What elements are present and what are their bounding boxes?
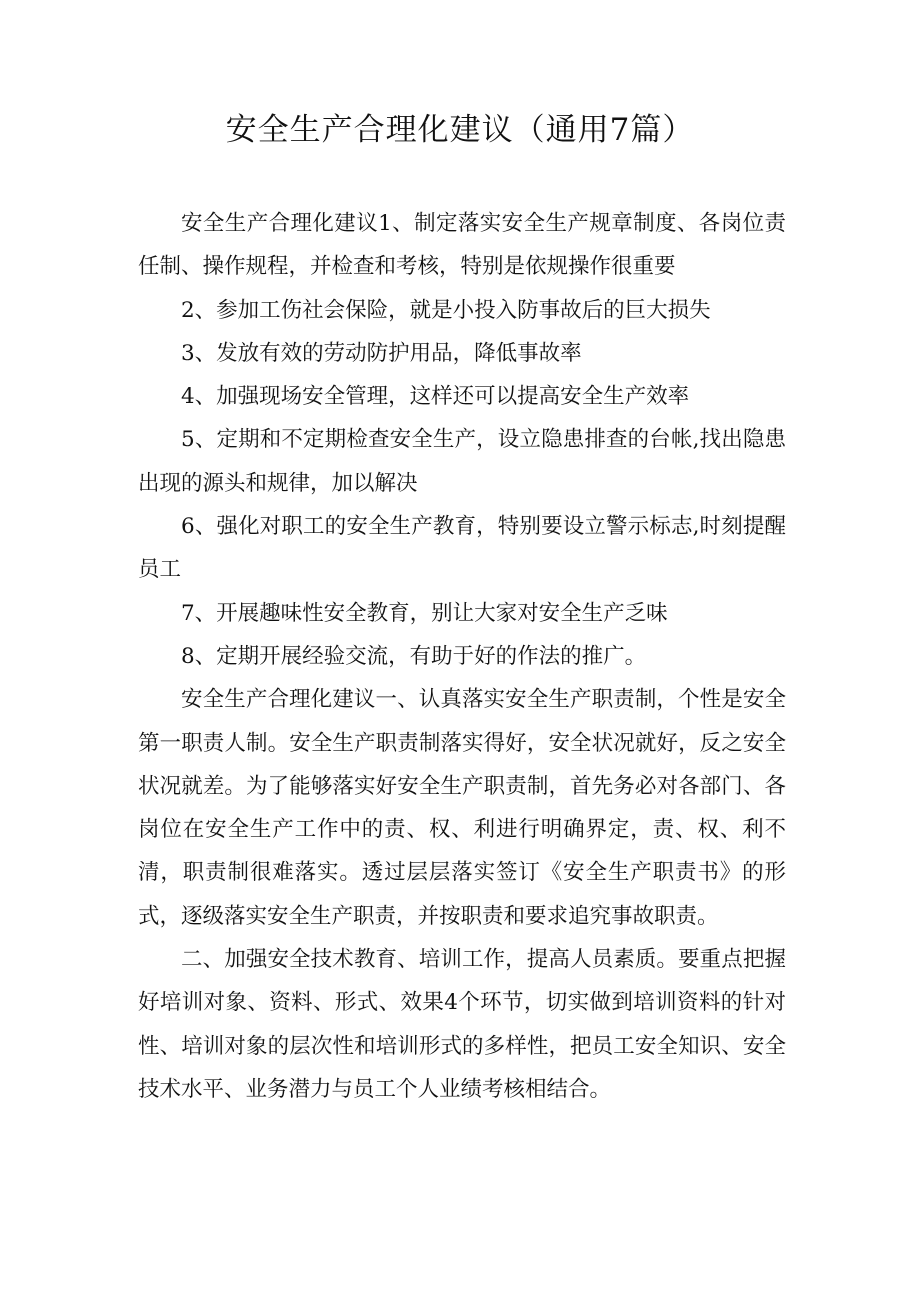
document-body: [138, 202, 786, 1111]
document-title: 安全生产合理化建议（通用7篇）: [225, 112, 695, 148]
paragraph-6: 6、强化对职工的安全生产教育，特别要设立警示标志,时刻提醒员工: [138, 514, 786, 583]
paragraph-2: 2、参加工伤社会保险，就是小投入防事故后的巨大损失: [181, 297, 711, 323]
paragraph-3: 3、发放有效的劳动防护用品，降低事故率: [181, 340, 582, 366]
paragraph-10: 二、加强安全技术教育、培训工作，提高人员素质。要重点把握好培训对象、资料、形式、效果4个环节，切实做到培训资料的针对性、培训对象的层次性和培训形式的多样性，把员工安全知识、安全技术水平、业务潜力与员工个人业绩考核相结合。: [138, 947, 786, 1102]
paragraph-5: 5、定期和不定期检查安全生产，设立隐患排查的台帐,找出隐患出现的源头和规律，加以解决: [138, 427, 786, 496]
paragraph-8: 8、定期开展经验交流，有助于好的作法的推广。: [181, 643, 647, 669]
paragraph-4: 4、加强现场安全管理，这样还可以提高安全生产效率: [181, 384, 690, 410]
paragraph-9: 安全生产合理化建议一、认真落实安全生产职责制，个性是安全第一职责人制。安全生产职责制落实得好，安全状况就好，反之安全状况就差。为了能够落实好安全生产职责制，首先务必对各部门、各岗位在安全生产工作中的责、权、利进行明确界定，责、权、利不清，职责制很难落实。透过层层落实签订《安全生产职责书》的形式，逐级落实安全生产职责，并按职责和要求追究事故职责。: [138, 687, 786, 929]
paragraph-7: 7、开展趣味性安全教育，别让大家对安全生产乏味: [181, 600, 668, 626]
paragraph-1: 安全生产合理化建议1、制定落实安全生产规章制度、各岗位责任制、操作规程，并检查和考核，特别是依规操作很重要: [138, 211, 786, 280]
